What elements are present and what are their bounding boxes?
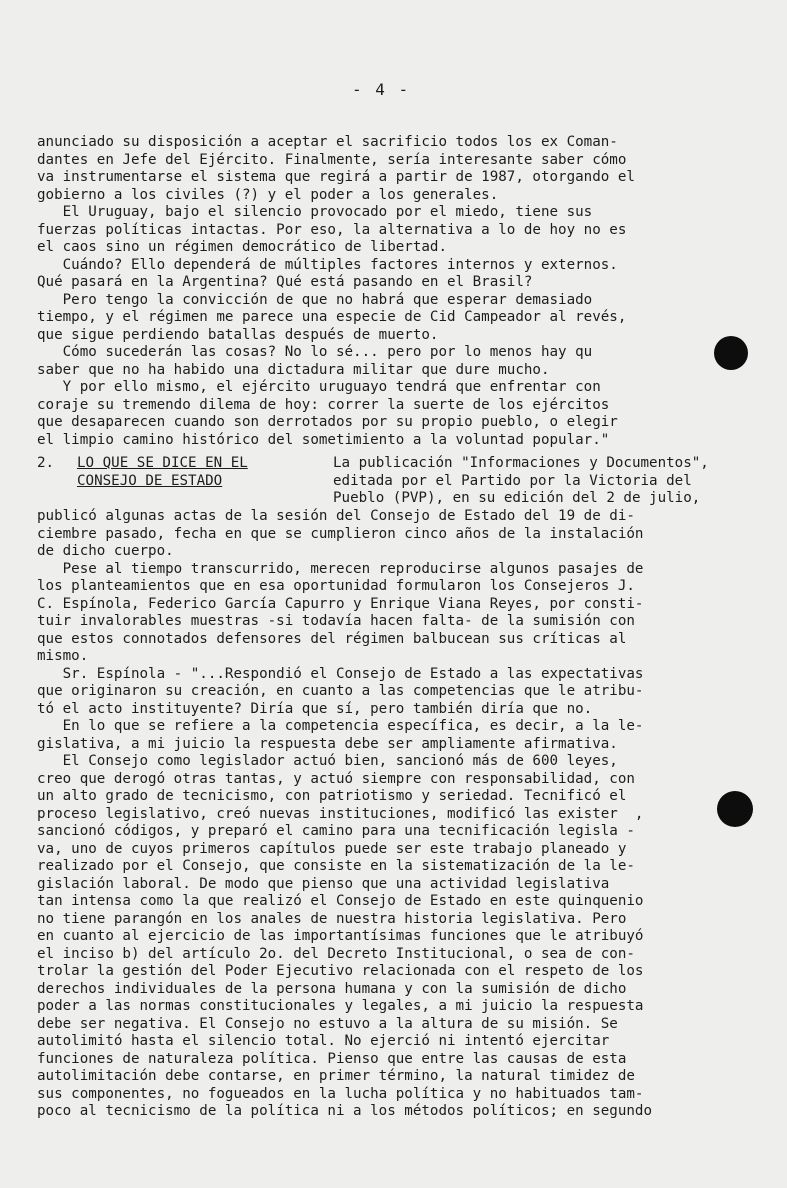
section-heading [77, 455, 317, 490]
ink-blot-mark [714, 336, 748, 370]
section-2 [37, 455, 761, 507]
body-text-block-1: anunciado su disposición a aceptar el sacrificio todos los ex Coman- dantes en Jefe del Ejército. Finalmente, sería interesante saber cómo va instrumentarse el sistema que regirá a partir de 1987, otorgando el gobierno a los civiles (?) y el poder a los generales. El Uruguay, bajo el silencio provocado por el miedo, tiene sus fuerzas políticas intactas. Por eso, la alternativa a lo de hoy no es el caos sino un régimen democrático de libertad. Cuándo? Ello dependerá de múltiples factores internos y externos. Qué pasará en la Argentina? Qué está pasando en el Brasil? Pero tengo la convicción de que no habrá que esperar demasiado tiempo, y el régimen me parece una especie de Cid Campeador al revés, que sigue perdiendo batallas después de muerto. Cómo sucederán las cosas? No lo sé... pero por lo menos hay qu saber que no ha habido una dictadura militar que dure mucho. Y por ello mismo, el ejército uruguayo tendrá que enfrentar con coraje su tremendo dilema de hoy: correr la suerte de los ejércitos que desaparecen cuando son derrotados por su propio pueblo, o elegir el limpio camino histórico del sometimiento a la voluntad popular." [37, 134, 635, 448]
ink-blot-mark [717, 791, 753, 827]
page-number: - 4 - [352, 80, 411, 99]
body-text-block-2: publicó algunas actas de la sesión del Consejo de Estado del 19 de di- ciembre pasado, fecha en que se cumplieron cinco años de la instalación de dicho cuerpo. Pese al tiempo transcurrido, merecen reproducirse algunos pasajes de los planteamientos que en esa oportunidad formularon los Consejeros J. C. Espínola, Federico García Capurro y Enrique Viana Reyes, por consti- tuir invalorables muestras -si todavía hacen falta- de la sumisión con que estos connotados defensores del régimen balbucean sus críticas al mismo. Sr. Espínola - "...Respondió el Consejo de Estado a las expectativas que originaron su creación, en cuanto a las competencias que le atribu- tó el acto instituyente? Diría que sí, pero también diría que no. En lo que se refiere a la competencia específica, es decir, a la le- gislativa, a mi juicio la respuesta debe ser ampliamente afirmativa. El Consejo como legislador actuó bien, sancionó más de 600 leyes, creo que derogó otras tantas, y actuó siempre con responsabilidad, con un alto grado de tecnicismo, con patriotismo y seriedad. Tecnificó el proceso legislativo, creó nuevas instituciones, modificó las exister , sancionó códigos, y preparó el camino para una tecnificación legisla - va, uno de cuyos primeros capítulos puede ser este trabajo planeado y realizado por el Consejo, que consiste en la sistematización de la le- gislación laboral. De modo que pienso que una actividad legislativa tan intensa como la que realizó el Consejo de Estado en este quinquenio no tiene parangón en los anales de nuestra historia legislativa. Pero en cuanto al ejercicio de las importantísimas funciones que le atribuyó el inciso b) del artículo 2o. del Decreto Institucional, o sea de con- trolar la gestión del Poder Ejecutivo relacionada con el respeto de los derechos individuales de la persona humana y con la sumisión de dicho poder a las normas constitucionales y legales, a mi juicio la respuesta debe ser negativa. El Consejo no estuvo a la altura de su misión. Se autolimitó hasta el silencio total. No ejerció ni intentó ejercitar funciones de naturaleza política. Pienso que entre las causas de esta autolimitación debe contarse, en primer término, la natural timidez de sus componentes, no fogueados en la lucha política y no habituados tam- poco al tecnicismo de la política ni a los métodos políticos; en segundo [37, 508, 652, 1119]
section-heading-line-2: CONSEJO DE ESTADO [77, 472, 223, 489]
section-intro-text: La publicación "Informaciones y Documentos", editada por el Partido por la Victoria del Pueblo (PVP), en su edición del 2 de julio, [333, 455, 709, 506]
section-heading-line-1: LO QUE SE DICE EN EL [77, 455, 248, 471]
section-number: 2. [37, 455, 55, 471]
